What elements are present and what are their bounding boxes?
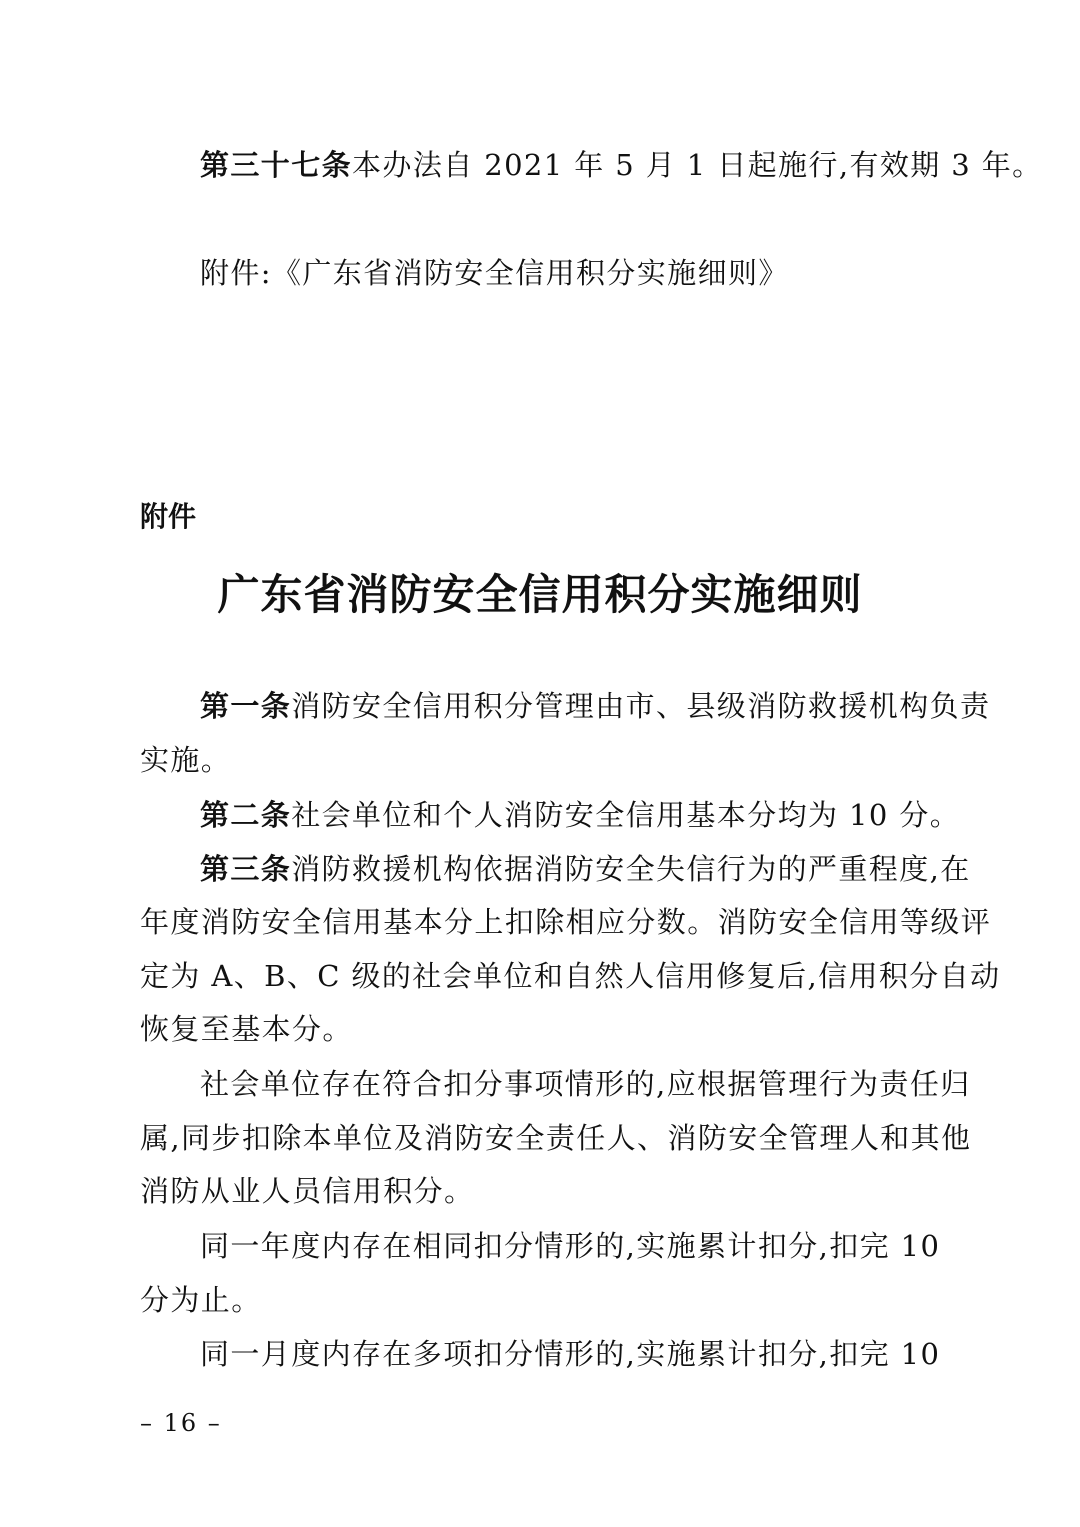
para-units-line-2: 属,同步扣除本单位及消防安全责任人、消防安全管理人和其他 bbox=[140, 1121, 972, 1155]
para-units-line-3: 消防从业人员信用积分。 bbox=[140, 1174, 475, 1208]
article-37-text: 本办法自 2021 年 5 月 1 日起施行,有效期 3 年。 bbox=[352, 148, 1043, 182]
attachment-note: 附件:《广东省消防安全信用积分实施细则》 bbox=[200, 256, 789, 290]
article-3-heading: 第三条 bbox=[200, 852, 292, 886]
article-3-line-3: 定为 A、B、C 级的社会单位和自然人信用修复后,信用积分自动 bbox=[140, 959, 1001, 993]
article-1-text: 消防安全信用积分管理由市、县级消防救援机构负责 bbox=[291, 689, 991, 723]
article-2-heading: 第二条 bbox=[200, 798, 292, 832]
para-month-line-1: 同一月度内存在多项扣分情形的,实施累计扣分,扣完 10 bbox=[200, 1337, 941, 1371]
article-3-line-1 bbox=[200, 849, 971, 889]
page-number: – 16 – bbox=[140, 1409, 222, 1437]
article-1-heading: 第一条 bbox=[200, 689, 292, 723]
para-units-line-1: 社会单位存在符合扣分事项情形的,应根据管理行为责任归 bbox=[200, 1067, 971, 1101]
article-1-line-1 bbox=[200, 686, 991, 726]
article-2-text: 社会单位和个人消防安全信用基本分均为 10 分。 bbox=[291, 798, 961, 832]
article-3-line-2: 年度消防安全信用基本分上扣除相应分数。消防安全信用等级评 bbox=[140, 905, 992, 939]
article-37-heading: 第三十七条 bbox=[200, 148, 353, 182]
article-3-text: 消防救援机构依据消防安全失信行为的严重程度,在 bbox=[291, 852, 971, 886]
article-3-line-4: 恢复至基本分。 bbox=[140, 1012, 353, 1046]
attachment-label: 附件 bbox=[140, 500, 197, 533]
article-1-line-2: 实施。 bbox=[140, 743, 232, 777]
para-year-line-2: 分为止。 bbox=[140, 1283, 262, 1317]
article-2-line bbox=[200, 795, 960, 835]
para-year-line-1: 同一年度内存在相同扣分情形的,实施累计扣分,扣完 10 bbox=[200, 1229, 941, 1263]
document-title: 广东省消防安全信用积分实施细则 bbox=[217, 570, 863, 619]
article-37-line bbox=[200, 145, 1043, 185]
